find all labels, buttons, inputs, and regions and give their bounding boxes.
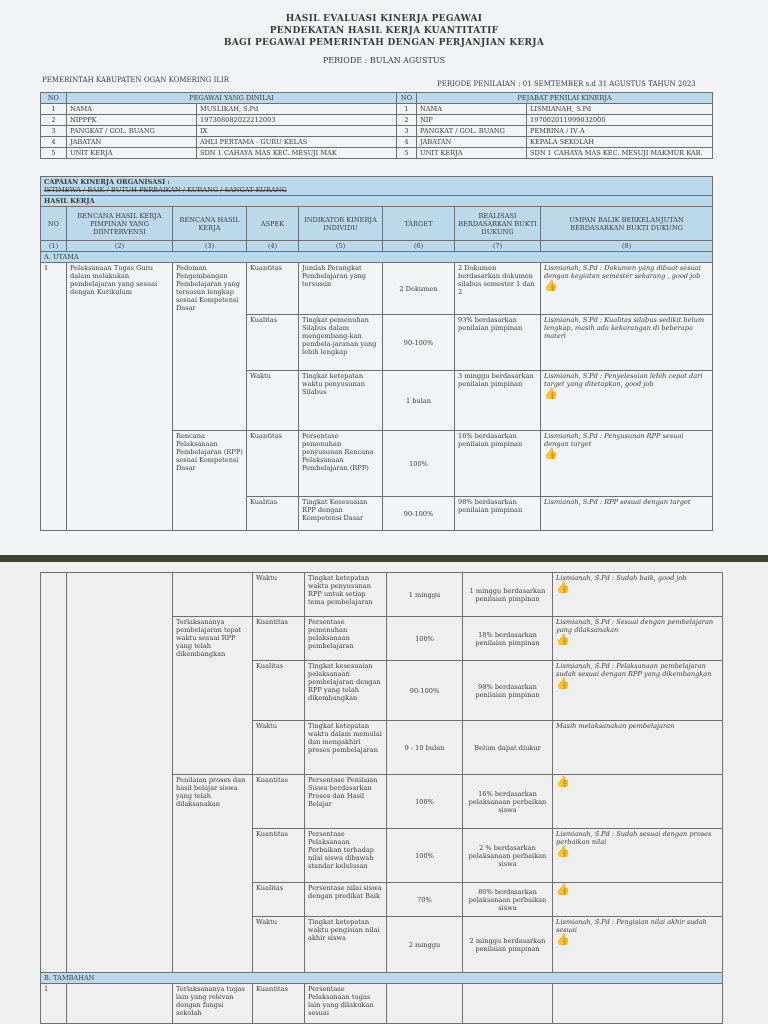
- indikator-cell: Tingkat ketepatan waktu penyusunan Silabus: [299, 371, 383, 431]
- feedback-cell: [541, 431, 713, 497]
- aspek-cell: Kuantitas: [253, 984, 305, 1024]
- feedback-cell: [553, 573, 723, 617]
- feedback-cell: [541, 263, 713, 315]
- row-number: 3: [41, 126, 67, 137]
- field-label: JABATAN: [417, 137, 527, 148]
- aspek-cell: Waktu: [253, 573, 305, 617]
- assessment-period: PERIODE PENILAIAN : 01 SEMTEMBER s.d 31 AGUSTUS TAHUN 2023: [437, 80, 696, 88]
- document-title: HASIL EVALUASI KINERJA PEGAWAI: [285, 14, 483, 24]
- target-cell: 9 - 10 bulan: [387, 721, 463, 775]
- aspek-cell: Waktu: [253, 721, 305, 775]
- column-number: (2): [67, 241, 173, 252]
- aspek-cell: Kualitas: [247, 497, 299, 531]
- column-header: RENCANA HASIL KERJA: [173, 207, 247, 241]
- capaian-options: ISTIMEWA / BAIK / BUTUH PERBAIKAN / KURANG / SANGAT KURANG: [44, 186, 287, 194]
- target-cell: 2 Dokumen: [383, 263, 455, 315]
- aspek-cell: Kuantitas: [253, 829, 305, 883]
- realisasi-cell: 3 minggu berdasarkan penilaian pimpinan: [455, 371, 541, 431]
- aspek-cell: Kuantitas: [253, 617, 305, 661]
- field-label: NIP: [417, 115, 527, 126]
- feedback-text: Masih melaksanakan pembelajaran: [556, 722, 675, 730]
- work-results-table: [40, 176, 713, 531]
- rencana-hasil-kerja: Pedoman Pengembangan Pembelajaran yang tersusun lengkap sesuai Kompetensi Dasar: [173, 263, 247, 431]
- row-number: 2: [41, 115, 67, 126]
- field-label: UNIT KERJA: [67, 148, 197, 159]
- table-row: [41, 263, 713, 315]
- field-value: LISMIANAH, S.Pd: [527, 104, 713, 115]
- column-header-row: [41, 207, 713, 241]
- row-number: 3: [397, 126, 417, 137]
- identity-row: [41, 126, 713, 137]
- thumbs-up-icon: 👍: [544, 279, 558, 292]
- feedback-cell: [541, 371, 713, 431]
- realisasi-cell: 93% berdasarkan penilaian pimpinan: [455, 315, 541, 371]
- rencana-hasil-kerja: Terlaksananya pembelajaran tepat waktu sesuai RPP yang telah dikembangkan: [173, 617, 253, 775]
- column-number: (1): [41, 241, 67, 252]
- work-results-table-continued: [40, 572, 723, 1024]
- row-number: 2: [397, 115, 417, 126]
- column-number: (6): [383, 241, 455, 252]
- thumbs-up-icon: 👍: [544, 447, 558, 460]
- field-value: SDN 1 CAHAYA MAS KEC. MESUJI MAK: [197, 148, 397, 159]
- feedback-cell: [553, 661, 723, 721]
- thumbs-up-icon: 👍: [556, 677, 570, 690]
- identity-row: [41, 148, 713, 159]
- target-cell: 1 minggu: [387, 573, 463, 617]
- column-number: (3): [173, 241, 247, 252]
- indikator-cell: Persentase nilai siswa dengan predikat Baik: [305, 883, 387, 917]
- realisasi-cell: 98% berdasarkan penilaian pimpinan: [455, 497, 541, 531]
- section-a-label: A. UTAMA: [41, 252, 713, 263]
- realisasi-cell: 1 minggu berdasarkan penilaian pimpinan: [463, 573, 553, 617]
- feedback-cell: [553, 721, 723, 775]
- indikator-cell: Tingkat kesesuaian pelaksanaan pembelajaran dengan RPP yang telah dikembangkan: [305, 661, 387, 721]
- realisasi-cell: 98% berdasarkan penilaian pimpinan: [463, 661, 553, 721]
- target-cell: 100%: [383, 431, 455, 497]
- indikator-cell: Tingkat Kesesuaian RPP dengan Kompetensi Dasar: [299, 497, 383, 531]
- row-number: 4: [397, 137, 417, 148]
- period-label: PERIODE : BULAN AGUSTUS: [322, 56, 446, 65]
- rencana-pimpinan-empty: [67, 573, 173, 973]
- feedback-text: Lismianah, S.Pd : Sudah sesuai dengan proses perbaikan nilai: [556, 830, 712, 846]
- target-cell: 90-100%: [387, 661, 463, 721]
- indikator-cell: Persentase pemenuhan pelaksanaan pembelajaran: [305, 617, 387, 661]
- feedback-text: Lismianah, S.Pd : Penyusunan RPP sesuai dengan target: [544, 432, 684, 448]
- field-value: KEPALA SEKOLAH: [527, 137, 713, 148]
- column-header: RENCANA HASIL KERJA PIMPINAN YANG DIINTERVENSI: [67, 207, 173, 241]
- col-no: NO: [397, 93, 417, 104]
- feedback-cell: [553, 917, 723, 973]
- target-cell: 100%: [387, 617, 463, 661]
- field-label: PANGKAT / GOL. RUANG: [67, 126, 197, 137]
- target-cell: 2 minggu: [387, 917, 463, 973]
- identity-table: [40, 92, 713, 159]
- indikator-cell: Persentase Penilaian Siswa berdasarkan Proses dan Hasil Belajar: [305, 775, 387, 829]
- target-cell: 100%: [387, 775, 463, 829]
- thumbs-up-icon: 👍: [556, 633, 570, 646]
- thumbs-up-icon: 👍: [556, 581, 570, 594]
- field-label: NIPPPK: [67, 115, 197, 126]
- realisasi-cell: 2 minggu berdasarkan penilaian pimpinan: [463, 917, 553, 973]
- column-number: (8): [541, 241, 713, 252]
- aspek-cell: Kuantitas: [247, 263, 299, 315]
- target-cell: 90-100%: [383, 315, 455, 371]
- indikator-cell: Persentase Pelaksanaan Perbaikan terhadap nilai siswa dibawah standar kelulusan: [305, 829, 387, 883]
- realisasi-cell: 18% berdasarkan penilaian pimpinan: [463, 617, 553, 661]
- field-label: UNIT KERJA: [417, 148, 527, 159]
- realisasi-cell: Belum dapat diukur: [463, 721, 553, 775]
- evaluation-sheet-page-2: [0, 562, 768, 1024]
- rencana-hasil-kerja: Penilaian proses dan hasil belajar siswa yang telah dilaksanakan: [173, 775, 253, 973]
- column-header: TARGET: [383, 207, 455, 241]
- realisasi-cell: 2 % berdasarkan pelaksanaan perbaikan siswa: [463, 829, 553, 883]
- aspek-cell: Kuantitas: [247, 431, 299, 497]
- feedback-cell: [553, 617, 723, 661]
- feedback-text: Lismianah, S.Pd : Dokumen yang dibuat sesuai dengan kegiatan semester sekarang , good job: [544, 264, 701, 280]
- row-number: 1: [41, 263, 67, 531]
- indikator-cell: Jumlah Perangkat Pembelajaran yang tersusun: [299, 263, 383, 315]
- column-number: (5): [299, 241, 383, 252]
- field-value: AHLI PERTAMA - GURU KELAS: [197, 137, 397, 148]
- thumbs-up-icon: 👍: [544, 387, 558, 400]
- field-label: PANGKAT / GOL. RUANG: [417, 126, 527, 137]
- rencana-hasil-kerja-empty: [173, 573, 253, 617]
- field-value: PEMBINA / IV A: [527, 126, 713, 137]
- indikator-cell: Tingkat ketepatan waktu pengisian nilai akhir siswa: [305, 917, 387, 973]
- document-subtitle: PENDEKATAN HASIL KERJA KUANTITATIF: [269, 26, 499, 36]
- rencana-hasil-kerja: Rencana Pelaksanaan Pembelajaran (RPP) sesuai Kompetensi Dasar: [173, 431, 247, 531]
- target-cell: 90-100%: [383, 497, 455, 531]
- row-number: 5: [41, 148, 67, 159]
- row-number: 1: [41, 104, 67, 115]
- field-value: MUSLIKAH, S.Pd: [197, 104, 397, 115]
- rencana-pimpinan: Pelaksanaan Tugas Guru dalam melakukan pembelajaran yang sesuai dengan Kurikulum: [67, 263, 173, 531]
- hasil-kerja-label: HASIL KERJA: [41, 196, 713, 207]
- identity-row: [41, 115, 713, 126]
- document-subtitle-2: BAGI PEGAWAI PEMERINTAH DENGAN PERJANJIAN KERJA: [223, 38, 545, 48]
- aspek-cell: Kualitas: [247, 315, 299, 371]
- aspek-cell: Kualitas: [253, 883, 305, 917]
- col-no: NO: [41, 93, 67, 104]
- feedback-text: Lismianah, S.Pd : RPP sesuai dengan target: [544, 498, 691, 506]
- feedback-cell: [553, 883, 723, 917]
- table-row: [41, 984, 723, 1024]
- field-value: SDN 1 CAHAYA MAS KEC. MESUJI MAKMUR KAB.: [527, 148, 713, 159]
- realisasi-cell: 16% berdasarkan penilaian pimpinan: [455, 431, 541, 497]
- identity-header-row: [41, 93, 713, 104]
- feedback-text: Lismianah, S.Pd : Kualitas silabus sedikit belum lengkap, masih ada kekurangan di beberapa materi: [544, 316, 705, 340]
- feedback-cell: [541, 315, 713, 371]
- target-cell: 70%: [387, 883, 463, 917]
- capaian-label: CAPAIAN KINERJA ORGANISASI : ISTIMEWA / BAIK / BUTUH PERBAIKAN / KURANG / SANGAT KURANG: [41, 177, 713, 196]
- feedback-text: Lismianah, S.Pd : Pengisian nilai akhir sudah sesuai: [556, 918, 707, 934]
- thumbs-up-icon: 👍: [556, 775, 570, 788]
- realisasi-cell: 2 Dokumen berdasarkan dokumen silabus semester 1 dan 2: [455, 263, 541, 315]
- field-label: NAMA: [417, 104, 527, 115]
- aspek-cell: Waktu: [253, 917, 305, 973]
- table-row: [41, 573, 723, 617]
- thumbs-up-icon: 👍: [556, 883, 570, 896]
- row-number-empty: [41, 573, 67, 973]
- column-header: NO: [41, 207, 67, 241]
- row-number: 5: [397, 148, 417, 159]
- column-header: INDIKATOR KINERJA INDIVIDU: [299, 207, 383, 241]
- field-value: 197308082022212003: [197, 115, 397, 126]
- feedback-text: Lismianah, S.Pd : Sudah baik, good job: [556, 574, 687, 582]
- organization-label: PEMERINTAH KABUPATEN OGAN KOMERING ILIR: [42, 76, 230, 84]
- column-header: UMPAN BALIK BERKELANJUTAN BERDASARKAN BUKTI DUKUNG: [541, 207, 713, 241]
- row-number: 1: [41, 984, 67, 1024]
- indikator-cell: Tingkat ketepatan waktu penyusunan RPP untuk setiap tema pembelajaran: [305, 573, 387, 617]
- realisasi-cell: 80% berdasarkan pelaksanaan perbaikan siswa: [463, 883, 553, 917]
- row-number: 1: [397, 104, 417, 115]
- identity-row: [41, 137, 713, 148]
- feedback-text: Lismianah, S.Pd : Sesuai dengan pembelajaran yang dilaksanakan: [556, 618, 714, 634]
- column-number: (4): [247, 241, 299, 252]
- section-b-label: B. TAMBAHAN: [41, 973, 723, 984]
- field-value: 197002011999032000: [527, 115, 713, 126]
- column-header: ASPEK: [247, 207, 299, 241]
- rencana-hasil-kerja: Terlaksananya tugas lain yang relevan dengan fungsi sekolah: [173, 984, 253, 1024]
- feedback-cell: [553, 829, 723, 883]
- feedback-text: Lismianah, S.Pd : Penyelesaian lebih cepat dari target yang ditetapkan, good job: [544, 372, 703, 388]
- realisasi-cell: 16% berdasarkan pelaksanaan perbaikan siswa: [463, 775, 553, 829]
- indikator-cell: Persentase Pelaksanaan tugas lain yang dilakukan sesuai: [305, 984, 387, 1024]
- thumbs-up-icon: 👍: [556, 845, 570, 858]
- target-cell: 1 bulan: [383, 371, 455, 431]
- thumbs-up-icon: 👍: [556, 933, 570, 946]
- feedback-cell: [553, 775, 723, 829]
- target-cell: 100%: [387, 829, 463, 883]
- column-number-row: [41, 241, 713, 252]
- indikator-cell: Persentase pemenuhan penyusunan Rencana Pelaksanaan Pembelajaran (RPP): [299, 431, 383, 497]
- feedback-cell: [541, 497, 713, 531]
- field-value: IX: [197, 126, 397, 137]
- row-number: 4: [41, 137, 67, 148]
- aspek-cell: Kualitas: [253, 661, 305, 721]
- assessed-employee-header: PEGAWAI YANG DINILAI: [67, 93, 397, 104]
- field-label: JABATAN: [67, 137, 197, 148]
- aspek-cell: Waktu: [247, 371, 299, 431]
- indikator-cell: Tingkat pemenuhan Silabus dalam mengembang-kan pembela-jaranan yang lebih lengkap: [299, 315, 383, 371]
- assessor-header: PEJABAT PENILAI KINERJA: [417, 93, 713, 104]
- identity-row: [41, 104, 713, 115]
- feedback-text: Lismianah, S.Pd : Pelaksanaan pembelajaran sudah sesuai dengan RPP yang dikembangkan: [556, 662, 712, 678]
- indikator-cell: Tingkat ketepatan waktu dalam memulai dan mengakhiri proses pembelajaran: [305, 721, 387, 775]
- aspek-cell: Kuantitas: [253, 775, 305, 829]
- column-header: REALISASI BERDASARKAN BUKTI DUKUNG: [455, 207, 541, 241]
- column-number: (7): [455, 241, 541, 252]
- field-label: NAMA: [67, 104, 197, 115]
